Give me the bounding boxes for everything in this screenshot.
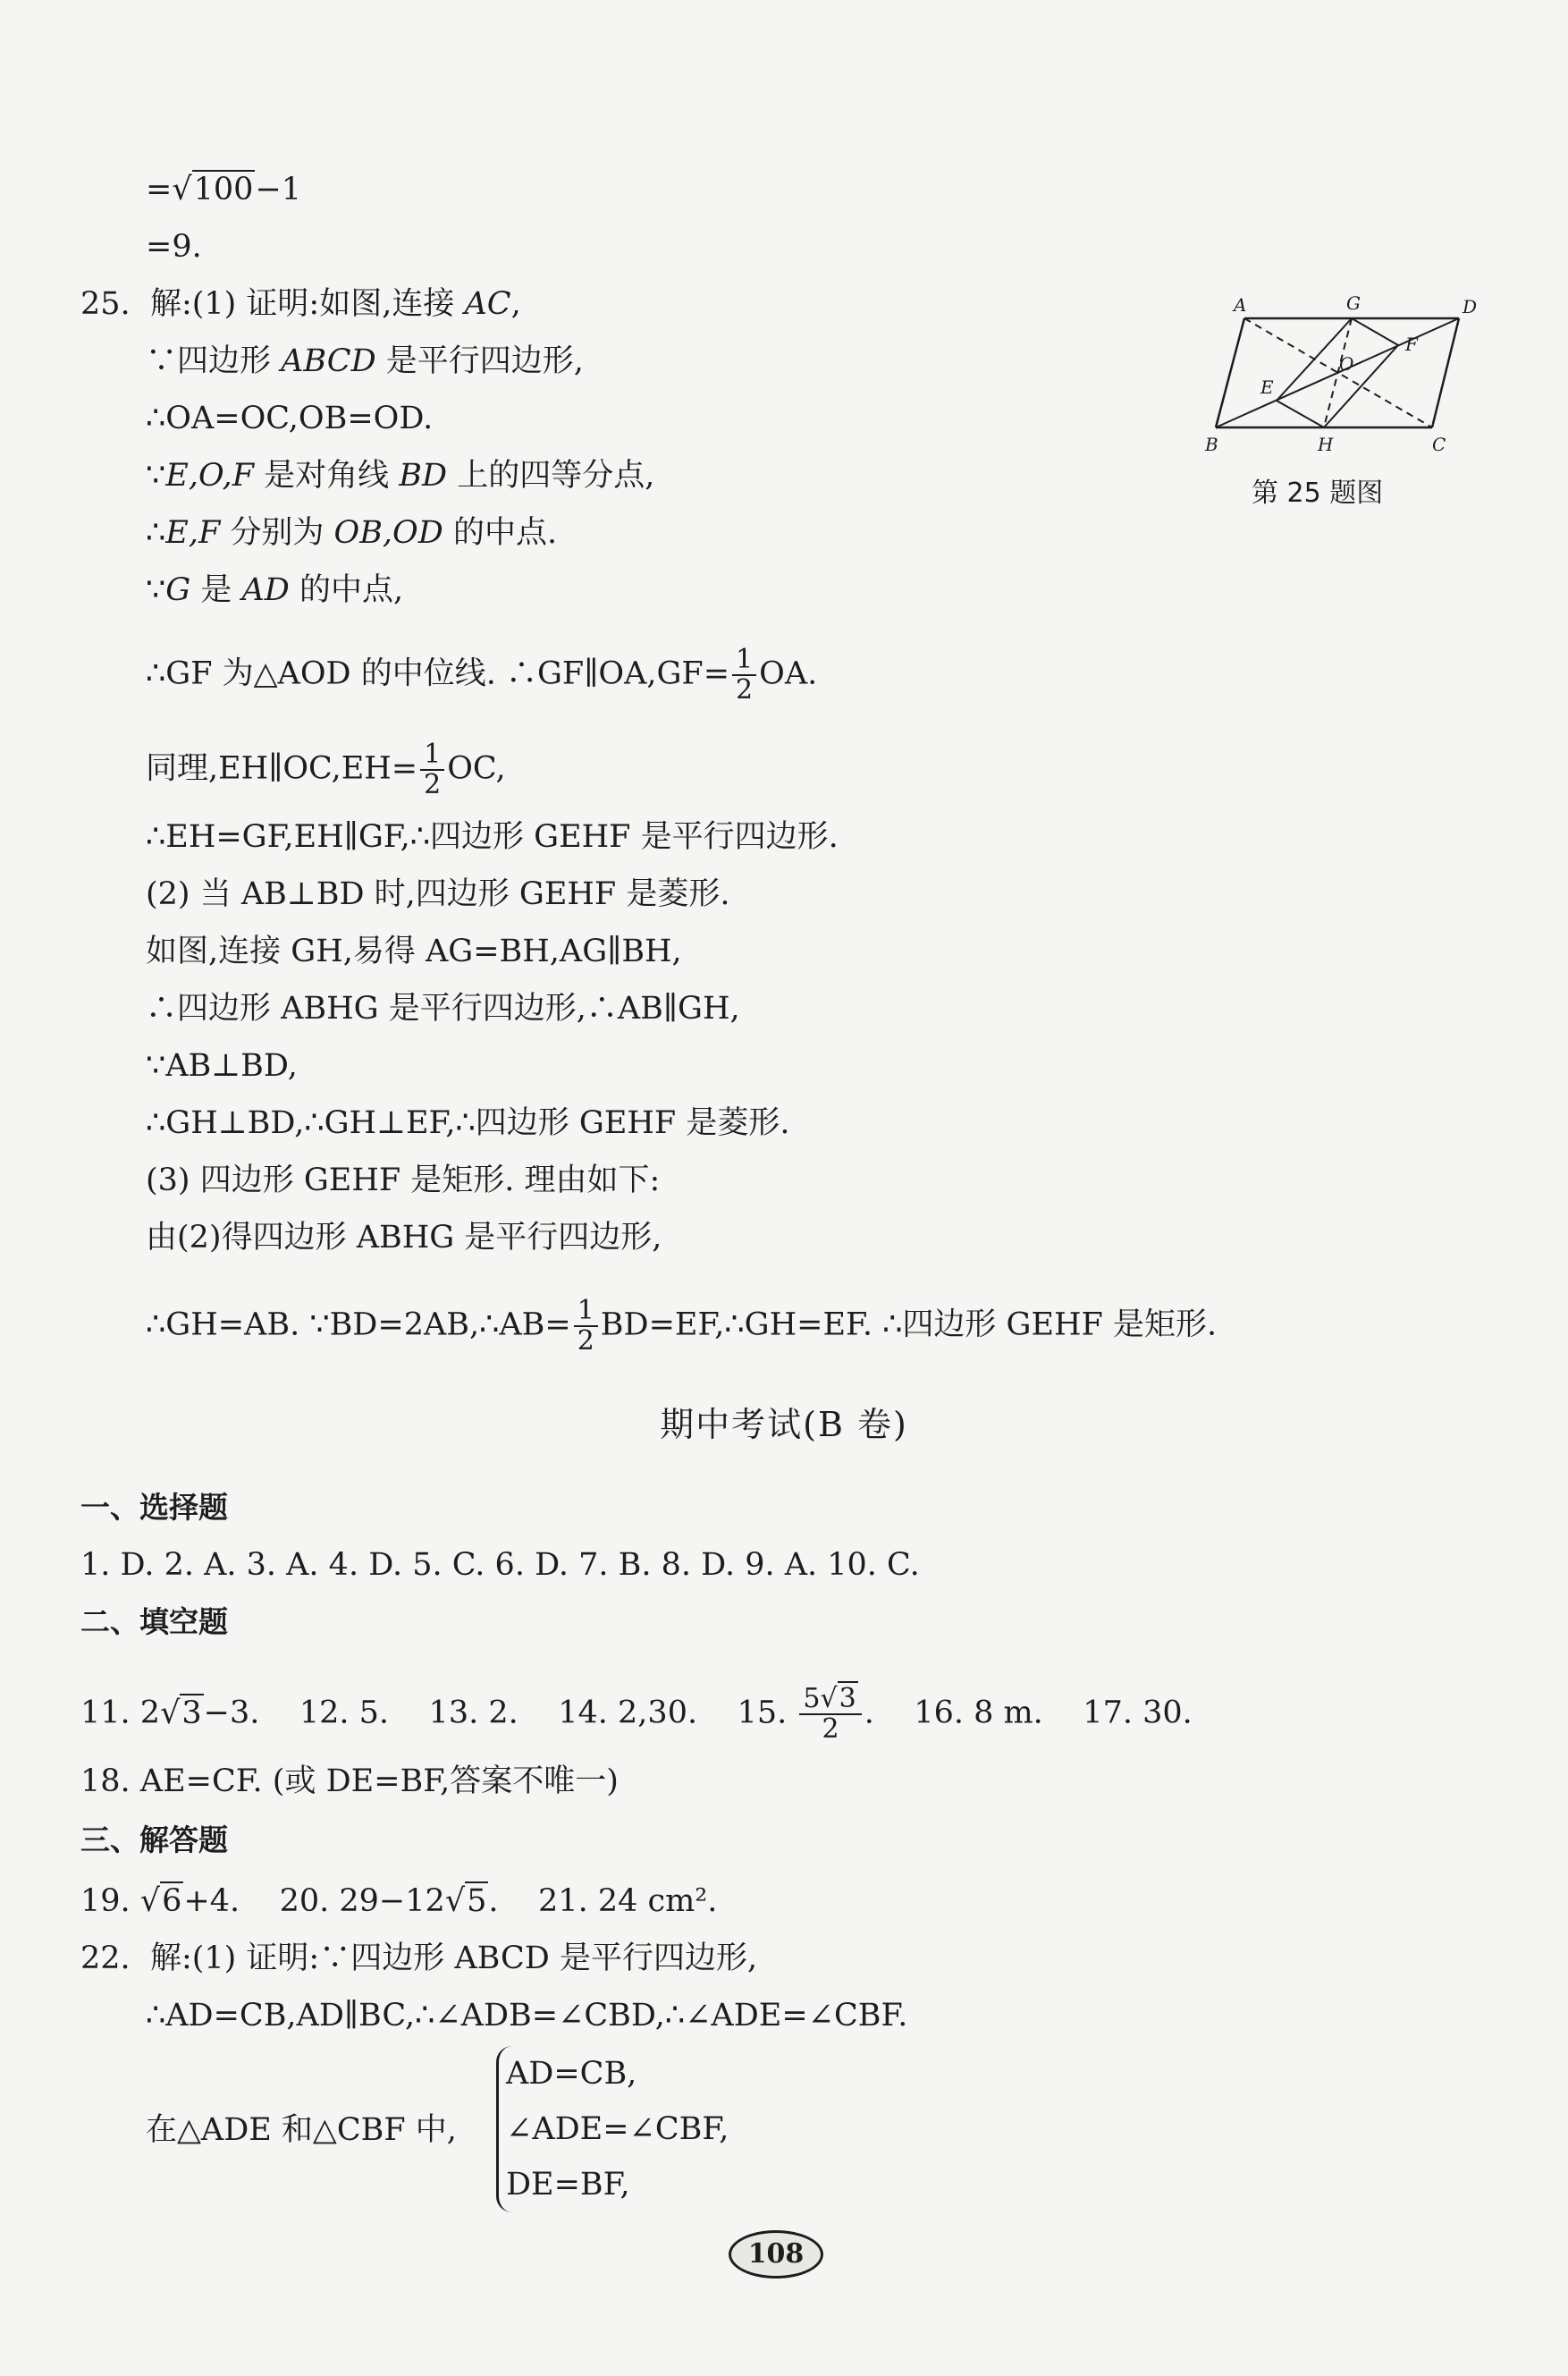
fraction-5root3-over-2: $\frac{5√3}{2}$ <box>799 1685 861 1744</box>
label-e: E <box>1260 376 1274 398</box>
q25-figure <box>1198 286 1493 465</box>
fraction-half: $\frac{1}{2}$ <box>574 1297 598 1356</box>
edge-ab <box>1216 318 1244 427</box>
q25-line-17: ∴GH=AB. ∵BD=2AB,∴AB= $\frac{1}{2}$ BD=EF,∴GH=EF. ∴四边形 GEHF 是矩形. <box>146 1295 1218 1357</box>
label-h: H <box>1318 434 1334 455</box>
q25-line-1: 25. 解:(1) 证明:如图,连接 AC, <box>80 286 521 322</box>
section-2-answers-line-1: 11. 2√3−3. 12. 5. 13. 2. 14. 2,30. 15. $\frac{5√3}{2}$ . 16. 8 m. 17. 30. <box>80 1683 1193 1745</box>
q25-line-13: ∵AB⊥BD, <box>146 1048 298 1084</box>
label-o: O <box>1339 353 1354 375</box>
q25-line-5: ∴E,F 分别为 OB,OD 的中点. <box>146 515 558 551</box>
brace-system <box>496 2046 729 2212</box>
q25-line-6: ∵G 是 AD 的中点, <box>146 572 404 608</box>
label-g: G <box>1346 292 1361 314</box>
radical: √5 <box>444 1883 487 1919</box>
q25-line-4: ∵E,O,F 是对角线 BD 上的四等分点, <box>146 458 655 494</box>
q25-line-9: ∴EH=GF,EH∥GF,∴四边形 GEHF 是平行四边形. <box>146 819 839 855</box>
q25-line-8: 同理,EH∥OC,EH= $\frac{1}{2}$ OC, <box>146 739 506 800</box>
label-c: C <box>1432 434 1446 455</box>
fraction-half: $\frac{1}{2}$ <box>732 646 756 705</box>
page-number: 108 <box>729 2230 823 2279</box>
section-3-answers-line-1: 19. √6+4. 20. 29−12√5. 21. 24 cm². <box>80 1883 718 1919</box>
q25-line-15: (3) 四边形 GEHF 是矩形. 理由如下: <box>146 1163 661 1198</box>
brace-line-1: AD=CB, <box>506 2056 637 2092</box>
q22-line-1: 22. 解:(1) 证明:∵四边形 ABCD 是平行四边形, <box>80 1941 758 1976</box>
q25-line-7: ∴GF 为△AOD 的中位线. ∴GF∥OA,GF= $\frac{1}{2}$ OA. <box>146 644 818 706</box>
label-d: D <box>1463 296 1478 317</box>
section-1-heading: 一、选择题 <box>80 1490 228 1525</box>
radical: √6 <box>139 1883 182 1919</box>
section-1-answers: 1. D. 2. A. 3. A. 4. D. 5. C. 6. D. 7. B. 8. D. 9. A. 10. C. <box>80 1547 920 1583</box>
q25-line-2: ∵四边形 ABCD 是平行四边形, <box>146 343 584 379</box>
q22-line-2: ∴AD=CB,AD∥BC,∴∠ADB=∠CBD,∴∠ADE=∠CBF. <box>146 1998 908 2034</box>
q25-line-11: 如图,连接 GH,易得 AG=BH,AG∥BH, <box>146 934 682 969</box>
edge-dc <box>1432 318 1459 427</box>
label-b: B <box>1205 434 1218 455</box>
section-3-heading: 三、解答题 <box>80 1822 228 1857</box>
fraction-half: $\frac{1}{2}$ <box>420 740 444 799</box>
equation-line-1: =√100−1 <box>146 172 302 207</box>
brace-line-3: DE=BF, <box>506 2167 630 2203</box>
q25-line-14: ∴GH⊥BD,∴GH⊥EF,∴四边形 GEHF 是菱形. <box>146 1105 790 1141</box>
q22-line-3: 在△ADE 和△CBF 中, <box>146 2112 457 2148</box>
equation-line-2: =9. <box>146 229 202 265</box>
label-a: A <box>1234 294 1247 316</box>
q25-line-3: ∴OA=OC,OB=OD. <box>146 401 434 436</box>
q25-line-16: 由(2)得四边形 ABHG 是平行四边形, <box>146 1220 662 1256</box>
q25-line-12: ∴四边形 ABHG 是平行四边形,∴AB∥GH, <box>146 991 740 1027</box>
section-2-heading: 二、填空题 <box>80 1604 228 1639</box>
exam-title: 期中考试(B 卷) <box>660 1405 908 1444</box>
radical: √100 <box>172 172 254 207</box>
radical: √3 <box>160 1695 202 1731</box>
q25-line-10: (2) 当 AB⊥BD 时,四边形 GEHF 是菱形. <box>146 876 730 912</box>
figure-caption: 第 25 题图 <box>1252 478 1384 509</box>
section-2-answer-18: 18. AE=CF. (或 DE=BF,答案不唯一) <box>80 1763 619 1799</box>
label-f: F <box>1405 334 1418 355</box>
brace-line-2: ∠ADE=∠CBF, <box>506 2111 729 2147</box>
